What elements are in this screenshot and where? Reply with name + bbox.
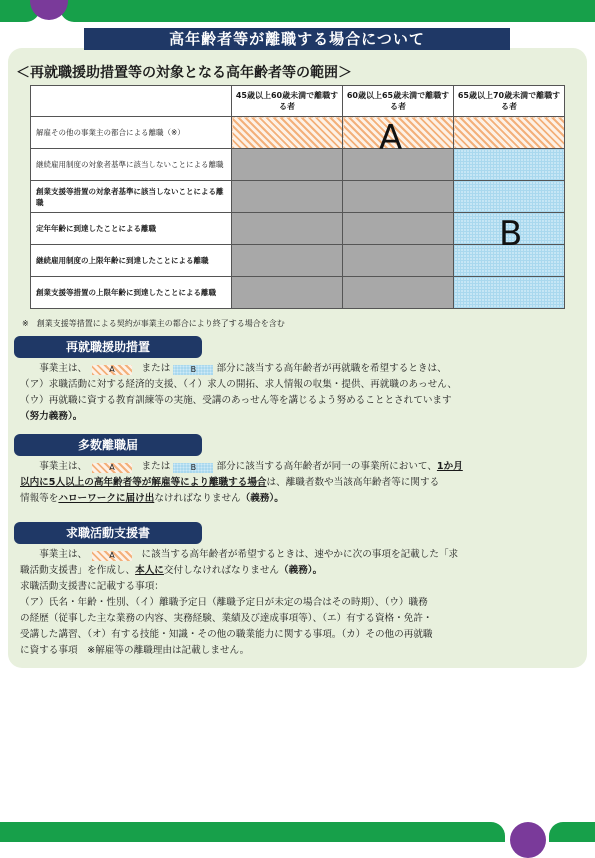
section-body-reemployment (20, 361, 580, 425)
chip-b: B (173, 365, 213, 375)
para-line (20, 563, 580, 579)
underlined-text: 以内に5人以上の高年齢者等が解雇等により離職する場合 (20, 477, 267, 488)
section-body-mass-separation (20, 459, 580, 507)
header-60-65: 60歳以上65歳未満で離職する者 (343, 86, 454, 117)
row-label-startup-criteria: 創業支援等措置の対象者基準に該当しないことによる離職 (31, 181, 232, 213)
chip-a: A (92, 551, 132, 561)
para-line: （ア）求職活動に対する経済的支援、（イ）求人の開拓、求人情報の収集・提供、再就職のあっせん、 (20, 379, 457, 390)
cell-a (454, 117, 565, 149)
section-body-job-search-support (20, 547, 580, 659)
row-label-retirement-age: 定年年齢に到達したことによる離職 (31, 213, 232, 245)
top-green-band (60, 0, 595, 22)
text: 事業主は、 (39, 549, 83, 560)
bottom-purple-circle (510, 822, 546, 858)
cell-gray (343, 181, 454, 213)
underlined-text: 1か月 (436, 461, 463, 472)
header-45-60: 45歳以上60歳未満で離職する者 (232, 86, 343, 117)
cell-b (454, 277, 565, 309)
cell-b (454, 149, 565, 181)
cell-gray (343, 277, 454, 309)
cell-gray (232, 245, 343, 277)
text: に該当する高年齢者が希望するときは、速やかに次の事項を記載した「求 (141, 549, 459, 560)
text: 部分に該当する高年齢者が同一の事業所において、 (216, 461, 437, 472)
para-line: （ウ）再就職に資する教育訓練等の実施、受講のあっせん等を講じるよう努めることとされています (20, 395, 452, 406)
text: または (141, 363, 171, 374)
text: 事業主は、 (39, 461, 83, 472)
text: （義務）。 (240, 493, 284, 504)
cell-gray (232, 277, 343, 309)
para-line: の経歴（従事した主な業務の内容、実務経験、業績及び達成事項等）、（エ）有する資格・免許・ (20, 613, 433, 624)
cell-a (232, 117, 343, 149)
para-line: （努力義務）。 (20, 411, 83, 422)
text: （義務）。 (279, 565, 323, 576)
para-line (20, 475, 580, 491)
section-heading-reemployment: 再就職援助措置 (14, 336, 202, 358)
age-range-table (30, 85, 565, 309)
row-label-continued-limit: 継続雇用制度の上限年齢に到達したことによる離職 (31, 245, 232, 277)
table-subtitle: ＜再就職援助措置等の対象となる高年齢者等の範囲＞ (16, 65, 352, 81)
text: 部分に該当する高年齢者が再就職を希望するときは、 (216, 363, 447, 374)
text: または (141, 461, 171, 472)
para-line (20, 491, 580, 507)
cell-gray (232, 213, 343, 245)
para-line (20, 459, 580, 475)
cell-gray (232, 149, 343, 181)
row-label-startup-limit: 創業支援等措置の上限年齢に到達したことによる離職 (31, 277, 232, 309)
table-corner (31, 86, 232, 117)
section-heading-mass-separation: 多数離職届 (14, 434, 202, 456)
label-b: B (499, 214, 523, 254)
text: 事業主は、 (39, 363, 83, 374)
page-title: 高年齢者等が離職する場合について (84, 28, 510, 50)
text: 職活動支援書」を作成し、 (20, 565, 136, 576)
label-a: A (379, 118, 403, 158)
table-note: ※ 創業支援等措置による契約が事業主の都合により終了する場合を含む (22, 319, 285, 328)
text: 情報等を (20, 493, 59, 504)
cell-gray (343, 245, 454, 277)
chip-a: A (92, 365, 132, 375)
cell-b (454, 181, 565, 213)
bottom-green-band-right (549, 822, 595, 842)
cell-gray (343, 213, 454, 245)
para-line: に資する事項 ※解雇等の離職理由は記載しません。 (20, 645, 250, 656)
para-line: 受講した講習、（オ）有する技能・知識・その他の職業能力に関する事項。（カ）その他の再就職 (20, 629, 433, 640)
text: なければなりません (154, 493, 241, 504)
text: 交付しなければなりません (163, 565, 280, 576)
chip-a: A (92, 463, 132, 473)
para-line (20, 361, 580, 377)
row-label-continued-criteria: 継続雇用制度の対象者基準に該当しないことによる離職 (31, 149, 232, 181)
underlined-text: 本人に (135, 565, 164, 576)
para-line: 求職活動支援書に記載する事項： (20, 581, 164, 592)
cell-gray (232, 181, 343, 213)
underlined-text: ハローワークに届け出 (58, 493, 155, 504)
text: は、離職者数や当該高年齢者等に関する (266, 477, 440, 488)
row-label-dismissal: 解雇その他の事業主の都合による離職（※） (31, 117, 232, 149)
para-line (20, 547, 580, 563)
header-65-70: 65歳以上70歳未満で離職する者 (454, 86, 565, 117)
chip-b: B (173, 463, 213, 473)
section-heading-job-search-support: 求職活動支援書 (14, 522, 202, 544)
bottom-green-band (0, 822, 505, 842)
para-line: （ア）氏名・年齢・性別、（イ）離職予定日（離職予定日が未定の場合はその時期）、（ウ）職務 (20, 597, 428, 608)
